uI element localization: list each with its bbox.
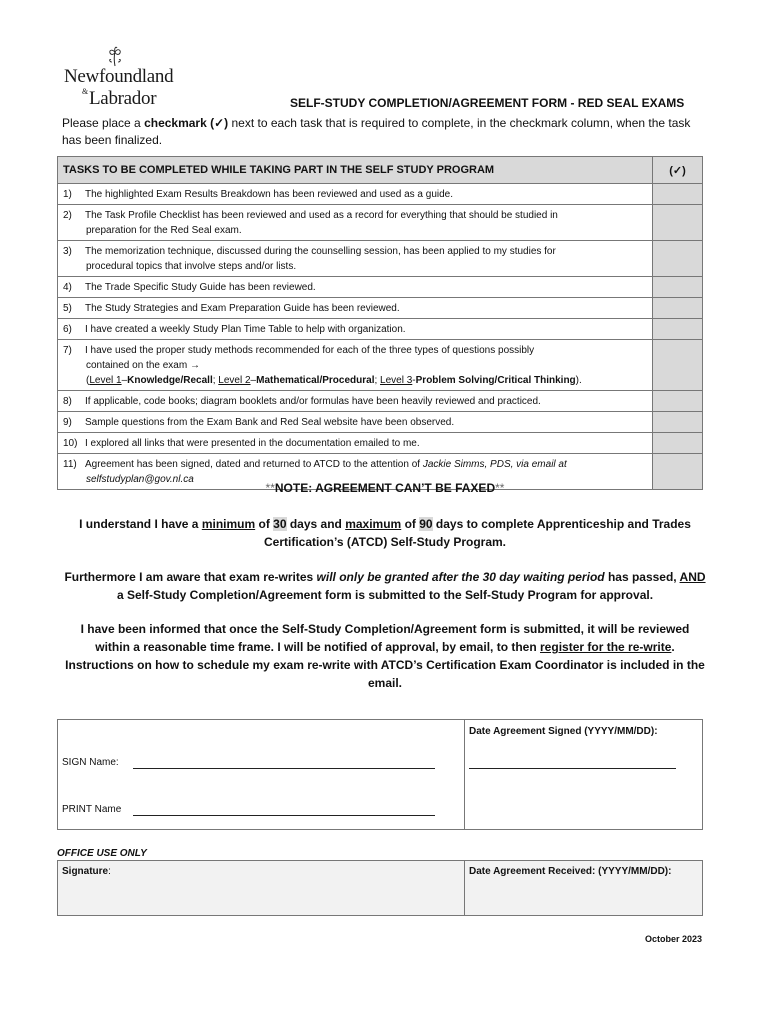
instructions-text: Please place a checkmark (✓) next to each task that is required to complete, in the checkmark column, when the task has been finalized. [62,116,691,147]
table-row [58,205,703,241]
table-header-row [58,157,703,184]
logo-ampersand: & [82,87,89,96]
checkmark-cell[interactable] [653,205,703,241]
checkmark-cell[interactable] [653,340,703,391]
rewrite-statement: Furthermore I am aware that exam re-writes will only be granted after the 30 day waiting period has passed, AND a Self-Study Completion/Agreement form is submitted to the Self-Study Program for approval. [64,570,706,602]
checkmark-cell[interactable] [653,319,703,340]
office-use-heading: OFFICE USE ONLY [57,848,147,859]
checkmark-cell[interactable] [653,184,703,205]
office-divider [464,861,465,915]
task-text: 4) The Trade Specific Study Guide has been reviewed. [58,277,653,298]
table-row [58,412,703,433]
revision-date: October 2023 [644,934,702,944]
time-limit-statement: I understand I have a minimum of 30 days and maximum of 90 days to complete Apprenticeship and Trades Certification’s (ATCD) Self-Study Program. [79,517,691,549]
task-text: 1) The highlighted Exam Results Breakdown has been reviewed and used as a guide. [58,184,653,205]
office-use-section [57,860,703,916]
logo-line-2: Labrador [89,88,157,109]
newfoundland-labrador-logo [62,44,172,112]
checkmark-cell[interactable] [653,433,703,454]
fax-note: **NOTE: AGREEMENT CAN’T BE FAXED** [265,481,505,495]
checkmark-cell[interactable] [653,298,703,319]
task-text: 8) If applicable, code books; diagram booklets and/or formulas have been heavily reviewed and practiced. [58,391,653,412]
task-text: 7) I have used the proper study methods recommended for each of the three types of questions possibly contained on the exam → (Level 1–Knowledge/Recall; Level 2–Mathematical/Procedural; Level 3-Problem Solving/Critical Thinking). [58,340,653,391]
logo-line-1: Newfoundland [64,66,174,87]
table-row [58,298,703,319]
office-signature-label: Signature: [62,866,111,877]
print-name-field[interactable] [133,815,435,816]
task-text: 10) I explored all links that were presented in the documentation emailed to me. [58,433,653,454]
task-checklist-table [57,156,703,490]
notification-statement: I have been informed that once the Self-Study Completion/Agreement form is submitted, it will be reviewed within a reasonable time frame. I will be notified of approval, by email, to then register for the re-write. Instructions on how to schedule my exam re-write with ATCD’s Certification Exam Coordinator is included in the email. [65,622,705,690]
task-text: 6) I have created a weekly Study Plan Time Table to help with organization. [58,319,653,340]
form-title: SELF-STUDY COMPLETION/AGREEMENT FORM - RED SEAL EXAMS [290,96,685,110]
checkmark-cell[interactable] [653,412,703,433]
sign-name-label: SIGN Name: [62,757,119,768]
task-text: 2) The Task Profile Checklist has been reviewed and used as a record for everything that should be studied in preparation for the Red Seal exam. [58,205,653,241]
table-row [58,184,703,205]
signature-divider [464,720,465,829]
date-signed-label: Date Agreement Signed (YYYY/MM/DD): [469,726,658,737]
pitcher-plant-icon [104,46,126,68]
table-row [58,241,703,277]
task-text: 5) The Study Strategies and Exam Preparation Guide has been reviewed. [58,298,653,319]
task-text: 3) The memorization technique, discussed during the counselling session, has been applied to my studies for procedural topics that involve steps and/or lists. [58,241,653,277]
checkmark-column-header: (✓) [653,157,703,184]
checkmark-cell[interactable] [653,277,703,298]
date-signed-field[interactable] [469,768,676,769]
table-row [58,391,703,412]
table-row [58,277,703,298]
task-text: 9) Sample questions from the Exam Bank and Red Seal website have been observed. [58,412,653,433]
table-row [58,433,703,454]
task-text: 11) Agreement has been signed, dated and returned to ATCD to the attention of Jackie Simms, PDS, via email at selfstudyplan@gov.nl.ca [58,454,653,490]
table-row [58,340,703,391]
checkmark-cell[interactable] [653,241,703,277]
date-received-label: Date Agreement Received: (YYYY/MM/DD): [469,866,672,877]
checkmark-cell[interactable] [653,391,703,412]
tasks-header: TASKS TO BE COMPLETED WHILE TAKING PART IN THE SELF STUDY PROGRAM [58,157,653,184]
table-row [58,319,703,340]
sign-name-field[interactable] [133,768,435,769]
signature-section [57,719,703,830]
print-name-label: PRINT Name [62,804,122,815]
